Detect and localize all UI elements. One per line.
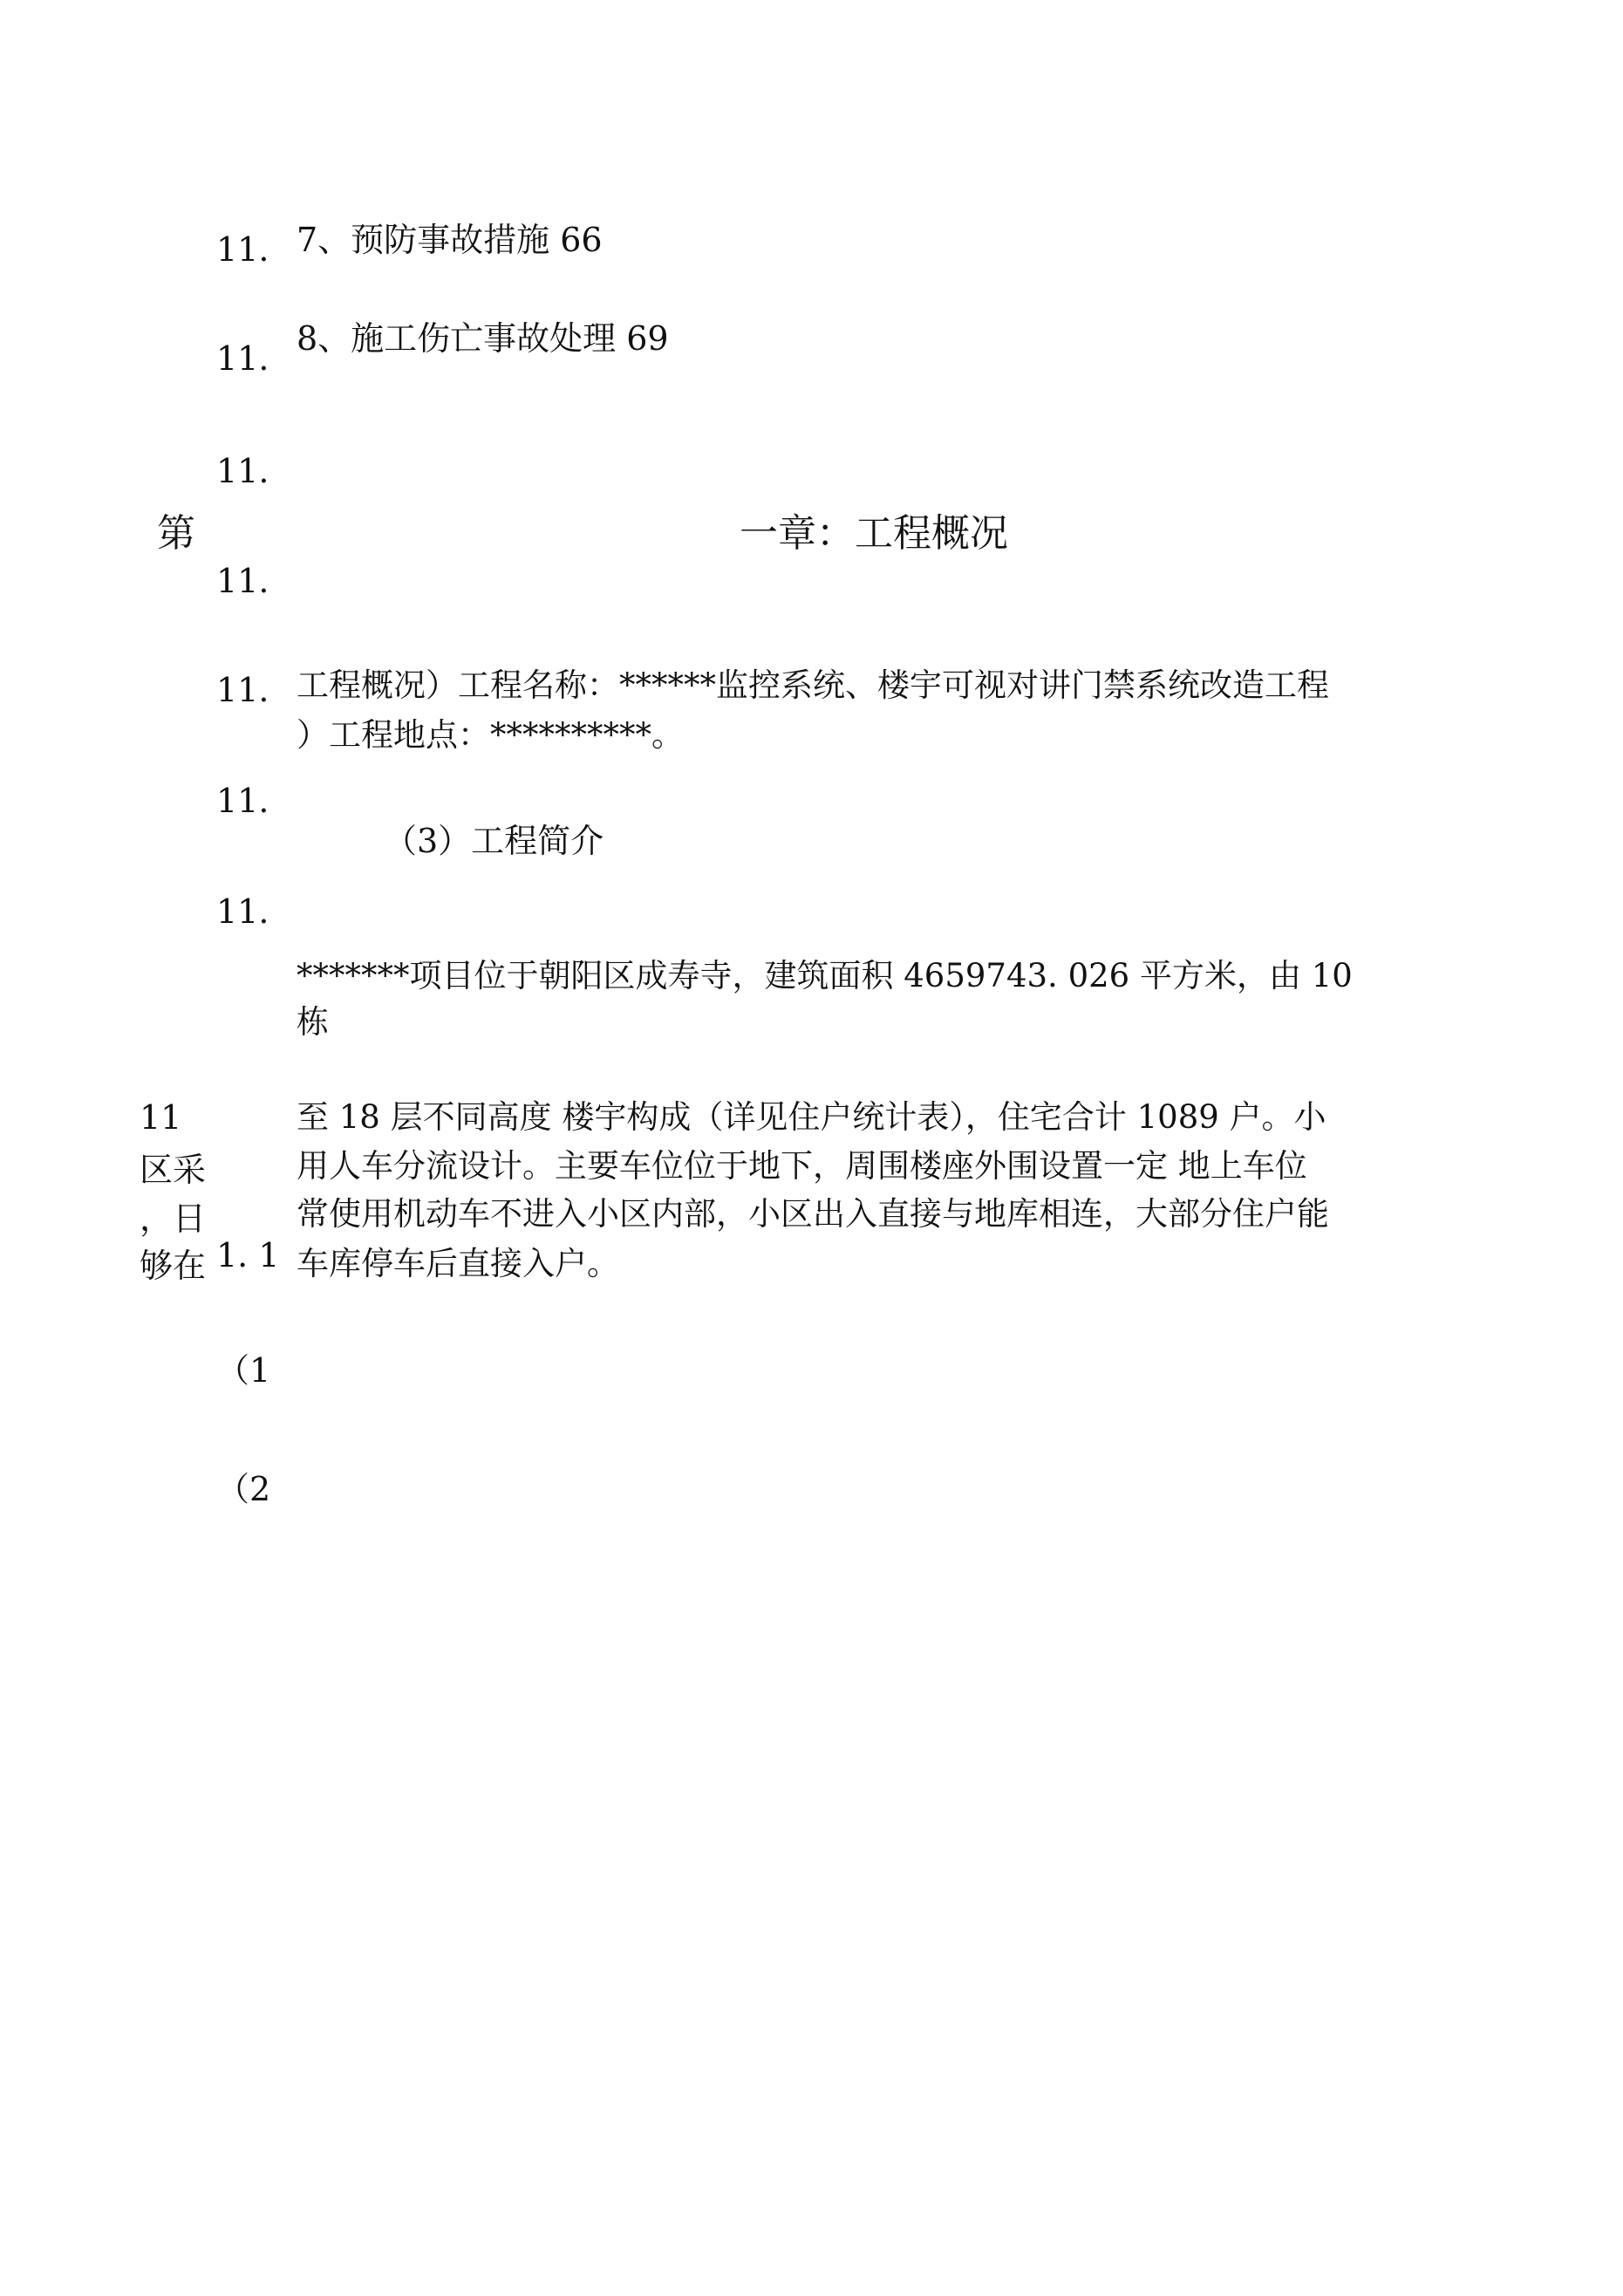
list-marker: （1 (216, 1351, 271, 1390)
toc-item-7: 7、预防事故措施 66 (297, 221, 603, 259)
side-fragment: ，日 (140, 1199, 207, 1238)
paragraph-line: *******项目位于朝阳区成寿寺，建筑面积 4659743. 026 平方米，由 10 (297, 957, 1353, 994)
side-fragment: 区采 (140, 1151, 207, 1189)
side-fragment: 够在 (140, 1247, 207, 1285)
toc-number: 11. (216, 892, 269, 931)
paragraph-line: 栋 (297, 1003, 329, 1041)
chapter-title: 一章：工程概况 (740, 511, 1008, 556)
toc-number: 11. (216, 230, 269, 269)
paragraph-line: 车库停车后直接入户。 (297, 1245, 619, 1282)
toc-item-8: 8、施工伤亡事故处理 69 (297, 319, 669, 358)
toc-number: 11. (216, 452, 269, 490)
paragraph-line: 用人车分流设计。主要车位位于地下，周围楼座外围设置一定 地上车位 (297, 1147, 1307, 1185)
chapter-prefix: 第 (157, 511, 195, 556)
section-number: 1. 1 (216, 1236, 280, 1274)
toc-number: 11. (216, 671, 269, 709)
section-heading: （3）工程简介 (384, 822, 604, 860)
overview-line: ）工程地点：**********。 (297, 716, 684, 754)
paragraph-line: 至 18 层不同高度 楼宇构成（详见住户统计表），住宅合计 1089 户。小 (297, 1098, 1326, 1136)
toc-number: 11. (216, 339, 269, 378)
toc-number: 11. (216, 562, 269, 600)
list-marker: （2 (216, 1470, 271, 1508)
toc-number: 11. (216, 782, 269, 820)
side-fragment: 11 (140, 1098, 182, 1137)
paragraph-line: 常使用机动车不进入小区内部，小区出入直接与地库相连，大部分住户能 (297, 1195, 1329, 1233)
overview-line: 工程概况）工程名称：******监控系统、楼宇可视对讲门禁系统改造工程 (297, 666, 1329, 704)
